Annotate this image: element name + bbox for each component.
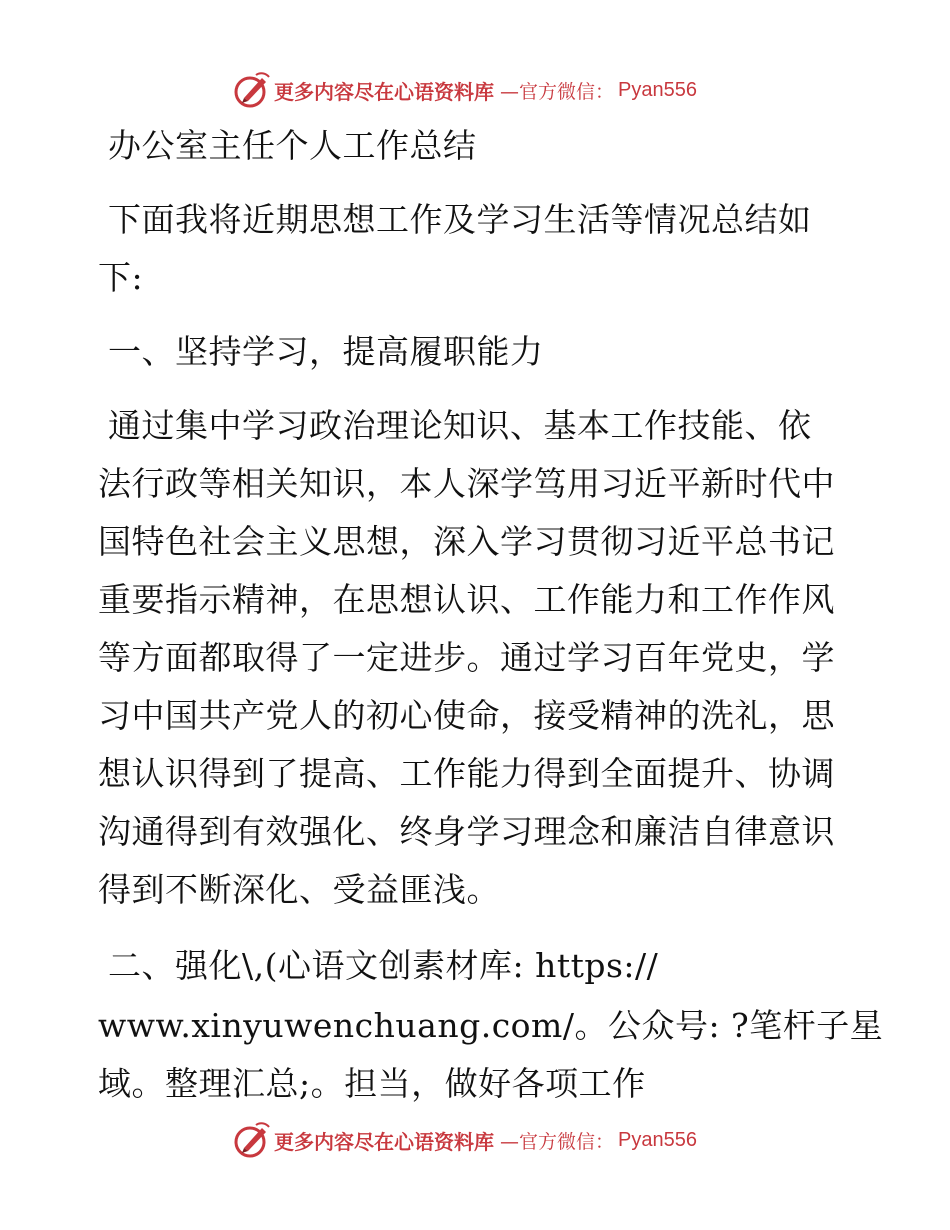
section2-heading-line-2: www.xinyuwenchuang.com/。公众号: ?笔杆子星 bbox=[98, 1006, 884, 1045]
section1-line-1: 通过集中学习政治理论知识、基本工作技能、依 bbox=[108, 406, 812, 445]
section1-line-7: 想认识得到了提高、工作能力得到全面提升、协调 bbox=[98, 754, 835, 793]
header-watermark-banner bbox=[232, 70, 697, 110]
section1-line-8: 沟通得到有效强化、终身学习理念和廉洁自律意识 bbox=[98, 812, 835, 851]
section1-heading: 一、坚持学习，提高履职能力 bbox=[108, 332, 544, 371]
banner-official-label: —官方微信： bbox=[500, 80, 615, 103]
section2-heading-line-3: 域。整理汇总;。担当，做好各项工作 bbox=[98, 1064, 646, 1103]
section1-line-9: 得到不断深化、受益匪浅。 bbox=[98, 870, 500, 909]
banner-official-label: —官方微信： bbox=[500, 1130, 615, 1153]
section1-line-6: 习中国共产党人的初心使命，接受精神的洗礼，思 bbox=[98, 696, 835, 735]
document-title: 办公室主任个人工作总结 bbox=[108, 126, 477, 165]
banner-main-text: 更多内容尽在心语资料库 bbox=[274, 1129, 494, 1154]
pen-logo-icon bbox=[232, 70, 272, 110]
banner-main-text: 更多内容尽在心语资料库 bbox=[274, 79, 494, 104]
footer-watermark-banner bbox=[232, 1120, 697, 1160]
section2-heading-line-1: 二、强化\,(心语文创素材库: https:// bbox=[108, 946, 659, 985]
intro-line-1: 下面我将近期思想工作及学习生活等情况总结如 bbox=[108, 200, 812, 239]
section1-line-4: 重要指示精神，在思想认识、工作能力和工作作风 bbox=[98, 580, 835, 619]
banner-wechat-id: Pyan556 bbox=[618, 78, 697, 101]
section1-line-5: 等方面都取得了一定进步。通过学习百年党史，学 bbox=[98, 638, 835, 677]
pen-logo-icon bbox=[232, 1120, 272, 1160]
section1-line-2: 法行政等相关知识，本人深学笃用习近平新时代中 bbox=[98, 464, 835, 503]
section1-line-3: 国特色社会主义思想，深入学习贯彻习近平总书记 bbox=[98, 522, 835, 561]
banner-wechat-id: Pyan556 bbox=[618, 1128, 697, 1151]
intro-line-2: 下: bbox=[98, 258, 144, 297]
